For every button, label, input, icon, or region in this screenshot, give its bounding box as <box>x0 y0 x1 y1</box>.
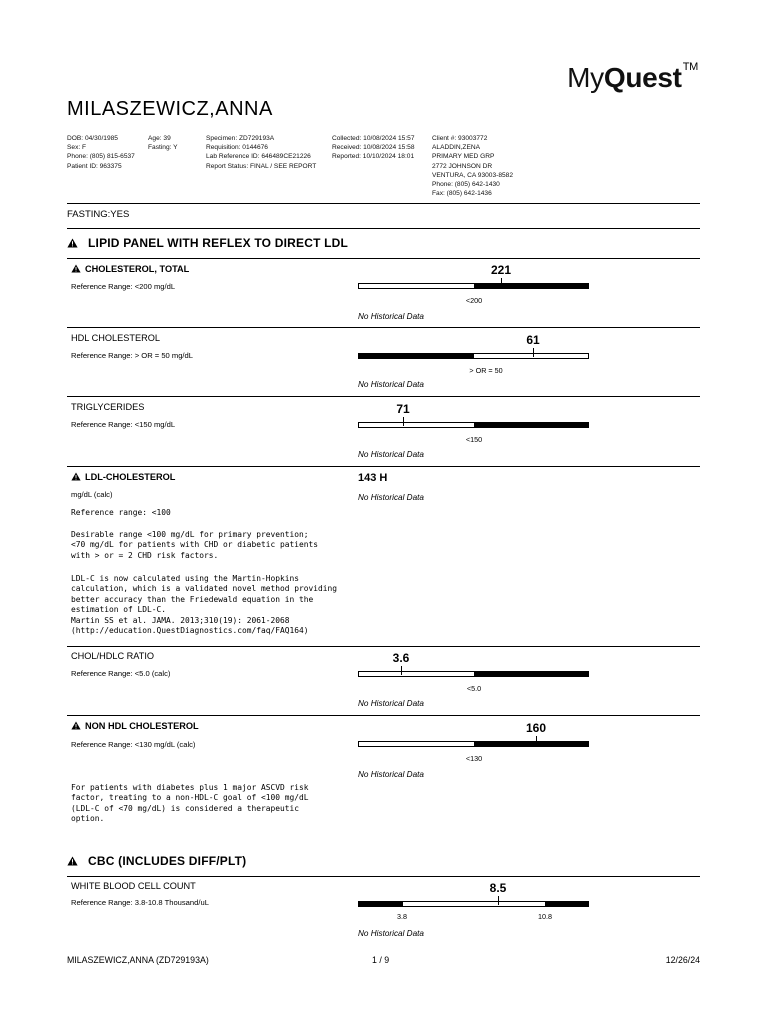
warning-icon <box>71 721 81 732</box>
reference-range: Reference Range: > OR = 50 mg/dL <box>71 351 193 360</box>
range-bar <box>358 283 589 289</box>
range-bound-label: <150 <box>465 435 483 444</box>
result-marker <box>403 417 404 426</box>
divider <box>67 876 700 877</box>
test-name-cholesterol-total: CHOLESTEROL, TOTAL <box>71 264 189 275</box>
warning-icon <box>67 855 78 869</box>
warning-icon <box>71 264 81 275</box>
test-name-triglycerides: TRIGLYCERIDES <box>71 402 145 412</box>
footer-date: 12/26/24 <box>665 955 700 965</box>
footer-page-number: 1 / 9 <box>372 955 390 965</box>
result-marker <box>401 666 402 675</box>
range-bar <box>358 422 589 428</box>
patient-demographics: DOB: 04/30/1985 Sex: F Phone: (805) 815-6537 Patient ID: 963375 <box>67 135 135 170</box>
divider <box>67 203 700 204</box>
test-name-hdl: HDL CHOLESTEROL <box>71 333 161 343</box>
non-hdl-comment: For patients with diabetes plus 1 major ASCVD risk factor, treating to a non-HDL-C goal of <100 mg/dL (LDL-C of <70 mg/dL) is considered a therapeutic option. <box>71 783 309 824</box>
collection-dates: Collected: 10/08/2024 15:57 Received: 10/08/2024 15:58 Reported: 10/10/2024 18:01 <box>332 135 415 161</box>
footer-patient: MILASZEWICZ,ANNA (ZD729193A) <box>67 955 209 965</box>
range-bar <box>358 741 589 747</box>
section-title-lipid: LIPID PANEL WITH REFLEX TO DIRECT LDL <box>67 236 348 251</box>
result-marker <box>498 896 499 905</box>
reference-range: Reference Range: <200 mg/dL <box>71 282 176 291</box>
no-history-label: No Historical Data <box>358 699 424 708</box>
range-bound-label: <200 <box>465 296 483 305</box>
range-bar <box>358 353 589 359</box>
no-history-label: No Historical Data <box>358 380 424 389</box>
range-bound-label: <5.0 <box>466 684 482 693</box>
test-name-chol-hdl-ratio: CHOL/HDLC RATIO <box>71 651 155 661</box>
result-value: 221 <box>490 263 512 277</box>
client-info: Client #: 93003772 ALADDIN,ZENA PRIMARY MED GRP 2772 JOHNSON DR VENTURA, CA 93003-8582 Phone: (805) 642-1430 Fax: (805) 642-1436 <box>432 135 513 198</box>
warning-icon <box>67 237 78 251</box>
range-bar <box>358 901 589 907</box>
divider <box>67 466 700 467</box>
no-history-label: No Historical Data <box>358 312 424 321</box>
test-name-ldl: LDL-CHOLESTEROL <box>71 472 175 483</box>
patient-age-fasting: Age: 39 Fasting: Y <box>148 135 178 152</box>
no-history-label: No Historical Data <box>358 493 424 502</box>
divider <box>67 396 700 397</box>
divider <box>67 715 700 716</box>
fasting-note: FASTING:YES <box>67 209 130 220</box>
divider <box>67 228 700 229</box>
reference-range: Reference Range: <130 mg/dL (calc) <box>71 740 196 749</box>
result-marker <box>501 278 502 287</box>
divider <box>67 646 700 647</box>
reference-range: Reference Range: <150 mg/dL <box>71 420 176 429</box>
ldl-reference-comment: Reference range: <100 <box>71 508 171 517</box>
unit-label: mg/dL (calc) <box>71 490 113 499</box>
no-history-label: No Historical Data <box>358 929 424 938</box>
section-title-cbc: CBC (INCLUDES DIFF/PLT) <box>67 854 246 869</box>
result-value: 160 <box>525 721 547 735</box>
no-history-label: No Historical Data <box>358 450 424 459</box>
divider <box>67 258 700 259</box>
reference-range: Reference Range: 3.8-10.8 Thousand/uL <box>71 898 209 907</box>
divider <box>67 327 700 328</box>
ldl-method-comment: LDL-C is now calculated using the Martin-Hopkins calculation, which is a validated novel method providing better accuracy than the Friedewald equation in the estimation of LDL-C. Martin SS et al. JAMA. 2013;310(19): 2061-2068 (http://education.QuestDiagnostics.com/faq/FAQ164) <box>71 574 338 636</box>
range-bound-high: 10.8 <box>538 912 552 921</box>
specimen-info: Specimen: ZD729193A Requisition: 0144676 Lab Reference ID: 646489CE21226 Report Status: FINAL / SEE REPORT <box>206 135 317 170</box>
result-value: 61 <box>526 333 540 347</box>
warning-icon <box>71 472 81 483</box>
range-bound-low: 3.8 <box>397 912 407 921</box>
test-name-non-hdl: NON HDL CHOLESTEROL <box>71 721 199 732</box>
range-bar <box>358 671 589 677</box>
result-value: 143 H <box>358 472 388 484</box>
range-bound-label: > OR = 50 <box>469 366 503 375</box>
ldl-desirable-comment: Desirable range <100 mg/dL for primary prevention; <70 mg/dL for patients with CHD or diabetic patients with > or = 2 CHD risk factors. <box>71 530 319 560</box>
result-marker <box>533 348 534 357</box>
result-value: 71 <box>396 402 410 416</box>
result-marker <box>536 736 537 745</box>
range-bound-label: <130 <box>465 754 483 763</box>
result-value: 3.6 <box>392 651 410 665</box>
myquest-logo: MyQuest™ <box>567 61 698 93</box>
test-name-wbc: WHITE BLOOD CELL COUNT <box>71 881 196 891</box>
result-value: 8.5 <box>489 881 507 895</box>
no-history-label: No Historical Data <box>358 770 424 779</box>
patient-name: MILASZEWICZ,ANNA <box>67 98 273 120</box>
reference-range: Reference Range: <5.0 (calc) <box>71 669 171 678</box>
